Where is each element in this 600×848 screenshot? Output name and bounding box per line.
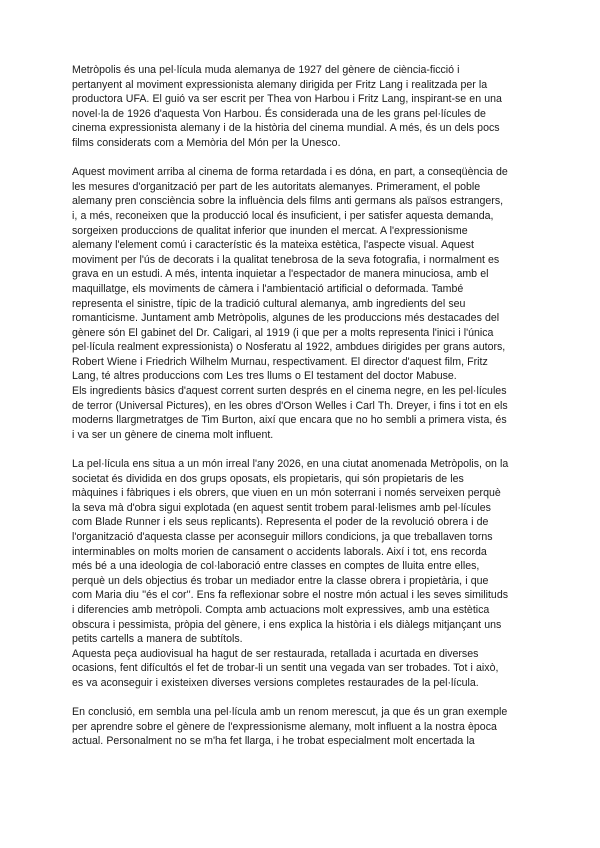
paragraph-conclusion	[72, 705, 508, 749]
text-line: i va ser un gènere de cinema molt influent.	[72, 428, 274, 441]
text-line: grava en un estudi. A més, intenta inquietar a l'espectador de manera minuciosa, amb el	[72, 268, 489, 281]
text-line: ocasions, fent difícultós el fet de trobar-li un sentit una vegada van ser trobades. Tot i això,	[72, 662, 499, 675]
text-line: l'organització d'aquesta classe per aconseguir millors condicions, ja que treballaven torns	[72, 531, 493, 543]
text-line: representa el sinistre, típic de la tradició cultural alemanya, amb ingredients del seu	[72, 297, 466, 310]
text-line: la seva mà d'obra sigui explotada (en aquest sentit trobem paral·lelismes amb pel·lícules	[72, 501, 491, 514]
text-line: de terror (Universal Pictures), en les obres d'Orson Welles i Carl Th. Dreyer, i fins i tot en els	[72, 399, 508, 412]
text-line: alemany l'element comú i característic és la mateixa estètica, l'aspecte visual. Aquest	[72, 239, 474, 252]
text-line: més bé a una ideologia de col·laboració entre classes en comptes de lluita entre elles,	[72, 560, 480, 573]
text-line: moderns llargmetratges de Tim Burton, així que encara que no ho sembli a primera vista, és	[72, 414, 507, 427]
text-line: Metròpolis és una pel·lícula muda alemanya de 1927 del gènere de ciència-ficció i	[72, 64, 460, 76]
text-line: com Blade Runner i els seus replicants). Representa el poder de la revolució obrera i de	[72, 516, 489, 529]
paragraph-plot	[72, 457, 509, 691]
text-line: perquè un dels objectius és trobar un mediador entre la classe obrera i propietària, i que	[72, 574, 489, 587]
text-line: Aquesta peça audiovisual ha hagut de ser restaurada, retallada i acurtada en diverses	[72, 647, 479, 660]
text-line: pertanyent al moviment expressionista alemany dirigida per Fritz Lang i realitzada per la	[72, 78, 488, 91]
text-line: sorgeixen produccions de qualitat inferior que inunden el mercat. A l'expressionisme	[72, 224, 468, 237]
text-line: les mesures d'organització per part de les autoritats alemanyes. Primerament, el poble	[72, 180, 481, 193]
text-line: per aprendre sobre el gènere de l'expressionisme alemany, molt influent a la nostra època	[72, 720, 497, 733]
text-line: societat és dividida en dos grups oposats, els propietaris, qui són propietaris de les	[72, 472, 464, 485]
text-line: films considerats com a Memòria del Món per la Unesco.	[72, 136, 341, 149]
text-line: La pel·lícula ens situa a un món irreal l'any 2026, en una ciutat anomenada Metròpolis, on la	[72, 458, 509, 471]
text-line: Aquest moviment arriba al cinema de forma retardada i es dóna, en part, a conseqüència de	[72, 166, 508, 179]
text-line: maquillatge, els moviments de càmera i l'ambientació artificial o deformada. També	[72, 282, 464, 295]
paragraph-intro	[72, 63, 502, 151]
text-line: actual. Personalment no se m'ha fet llarga, i he trobat especialment molt encertada la	[72, 735, 475, 748]
text-line: romanticisme. Juntament amb Metròpolis, algunes de les produccions més destacades del	[72, 312, 500, 325]
text-line: es va aconseguir i existeixen diverses versions completes restaurades de la pel·lícula.	[72, 676, 479, 689]
text-line: moviment per l'ús de decorats i la qualitat tenebrosa de la seva fotografia, i normalment es	[72, 253, 500, 266]
document-page	[72, 63, 509, 749]
text-line: Lang, té altres produccions com Les tres llums o El testament del doctor Mabuse.	[72, 370, 457, 383]
text-line: obscura i pessimista, pròpia del gènere, i ens explica la història i els diàlegs mitjançant uns	[72, 618, 502, 631]
text-line: Els ingredients bàsics d'aquest corrent surten després en el cinema negre, en les pel·lícules	[72, 385, 507, 398]
text-line: Robert Wiene i Friedrich Wilhelm Murnau, respectivament. El director d'aquest film, Fritz	[72, 355, 488, 368]
text-line: cinema expressionista alemany i de la història del cinema mundial. A més, és un dels pocs	[72, 122, 500, 135]
paragraph-movement	[72, 165, 508, 442]
text-line: pel·lícula realment expressionista) o Nosferatu al 1922, ambdues dirigides per grans autors,	[72, 341, 506, 354]
text-line: interminables on molts morien de cansament o accidents laborals. Així i tot, ens recorda	[72, 545, 487, 558]
text-line: i, a més, reconeixen que la producció local és insuficient, i per satisfer aquesta demanda,	[72, 209, 494, 222]
text-line: màquines i fàbriques i els obrers, que viuen en un món soterrani i només serveixen perquè	[72, 487, 501, 500]
text-line: gènere són El gabinet del Dr. Caligari, al 1919 (i que per a molts representa l'inici i l'única	[72, 326, 494, 339]
text-line: novel·la de 1926 d'aquesta Von Harbou. És considerada una de les grans pel·lícules de	[72, 107, 486, 120]
text-line: En conclusió, em sembla una pel·lícula amb un renom merescut, ja que és un gran exemple	[72, 706, 508, 719]
text-line: i diferencies amb metròpoli. Compta amb actuacions molt expressives, amb una estètica	[72, 603, 490, 616]
text-line: petits cartells a manera de subtítols.	[72, 633, 243, 646]
text-line: com Maria diu ''és el cor''. Ens fa reflexionar sobre el nostre món actual i les seves similituds	[72, 589, 509, 602]
text-line: productora UFA. El guió va ser escrit per Thea von Harbou i Fritz Lang, inspirant-se en una	[72, 93, 502, 106]
text-line: alemany pren consciència sobre la influència dels films anti germans als països estrangers,	[72, 195, 504, 208]
